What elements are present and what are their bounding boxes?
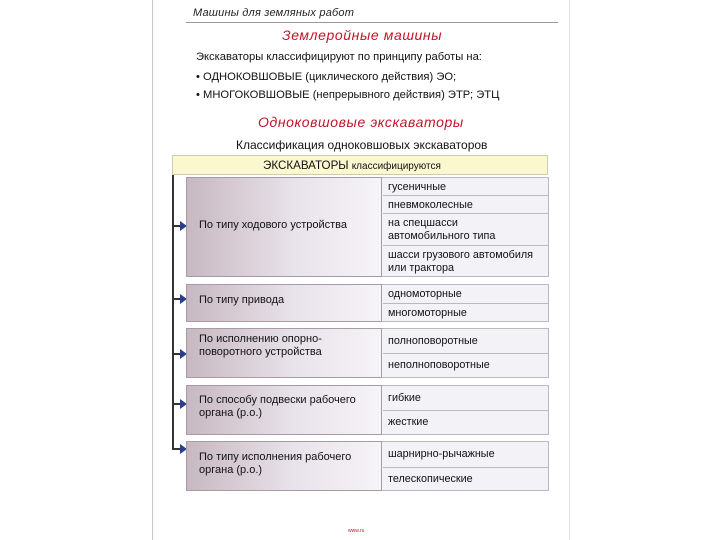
option-divider [383,303,549,304]
footer-text: www.ru [348,528,365,534]
option-item: шарнирно-рычажные [388,448,495,460]
option-item: одномоторные [388,288,462,300]
branch-arrow-5 [172,448,180,450]
section-title-earthmoving: Землеройные машины [282,27,443,43]
group-label-working-body: По типу исполнения рабочего органа (р.о.) [199,451,352,476]
branch-arrow-2 [172,298,180,300]
root-main-text: ЭКСКАВАТОРЫ [263,159,349,172]
option-divider [383,195,549,196]
option-divider [383,353,549,354]
option-divider [383,410,549,411]
diagram-root-label [263,159,441,172]
option-item: гибкие [388,392,421,404]
branch-arrow-4 [172,403,180,405]
option-item: пневмоколесные [388,199,473,211]
intro-line-3: • МНОГОКОВШОВЫЕ (непрерывного действия) ЭТР; ЭТЦ [196,89,500,101]
option-divider [383,213,549,214]
option-item: неполноповоротные [388,359,490,371]
group-label-suspension: По способу подвески рабочего органа (р.о.) [199,394,356,419]
option-divider [383,467,549,468]
group-label-undercarriage: По типу ходового устройства [199,219,348,231]
root-sub-text: классифицируются [351,161,441,172]
intro-line-1: Экскаваторы классифицируют по принципу работы на: [196,51,482,63]
option-item: жесткие [388,416,429,428]
diagram-caption: Классификация одноковшовых экскаваторов [236,138,488,152]
group-label-slewing: По исполнению опорно-поворотного устройства [199,333,322,358]
branch-arrow-1 [172,225,180,227]
group-label-drive: По типу привода [199,294,285,306]
option-item: на спецшасси автомобильного типа [388,217,496,242]
option-item: шасси грузового автомобиля или трактора [388,249,533,274]
diagram-trunk-line [172,175,174,450]
option-divider [383,245,549,246]
intro-line-2: • ОДНОКОВШОВЫЕ (циклического действия) ЭО; [196,71,457,83]
option-item: гусеничные [388,181,446,193]
branch-arrow-3 [172,353,180,355]
section-title-single-bucket: Одноковшовые экскаваторы [258,114,464,130]
option-item: полноповоротные [388,335,478,347]
option-item: телескопические [388,473,473,485]
option-item: многомоторные [388,307,467,319]
header-divider [186,22,558,23]
header-title: Машины для земляных работ [193,7,355,19]
